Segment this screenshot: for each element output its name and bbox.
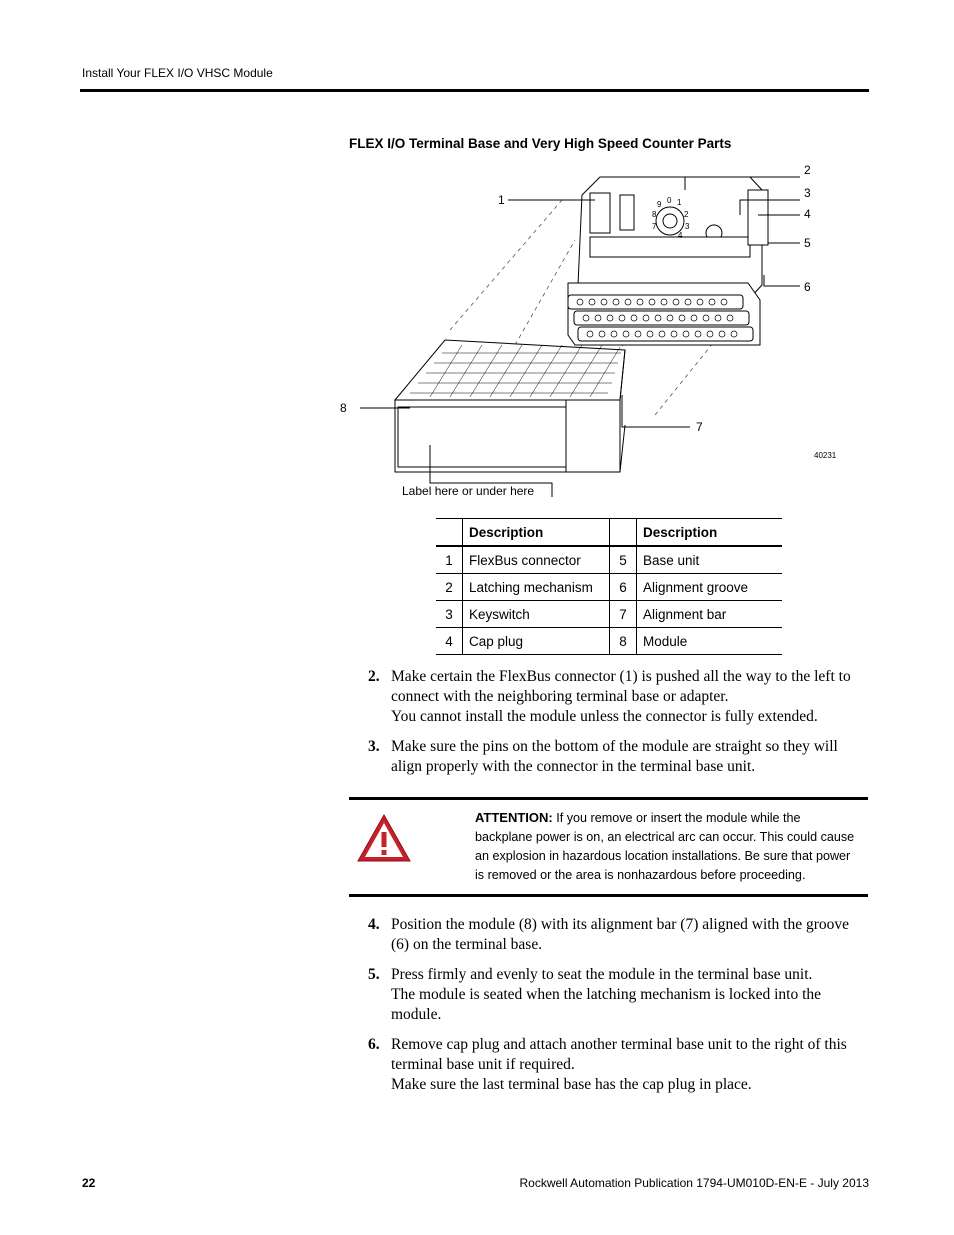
label-note: Label here or under here: [402, 484, 535, 498]
callout-1: 1: [498, 193, 505, 207]
terminal-base-figure: [330, 155, 870, 505]
svg-text:7: 7: [652, 222, 657, 231]
header-desc-2: Description: [637, 519, 783, 547]
attention-bottom-rule: [349, 894, 868, 897]
callout-7: 7: [696, 420, 703, 434]
step-3: [368, 737, 868, 777]
attention-top-rule: [349, 797, 868, 800]
step-number: 3.: [368, 738, 380, 755]
svg-text:3: 3: [685, 222, 690, 231]
step-6: [368, 1035, 868, 1095]
header-num-2: [610, 519, 637, 547]
table-row: 3 Keyswitch 7 Alignment bar: [436, 601, 782, 628]
svg-text:2: 2: [684, 210, 689, 219]
step-text: Make sure the pins on the bottom of the module are straight so they will align properly with the connector in the terminal base unit.: [391, 738, 838, 775]
step-number: 2.: [368, 668, 380, 685]
callout-4: 4: [804, 207, 811, 221]
parts-table: [436, 518, 782, 655]
parts-table-header: [436, 519, 782, 547]
step-number: 6.: [368, 1036, 380, 1053]
publication-info: Rockwell Automation Publication 1794-UM010D-EN-E - July 2013: [519, 1176, 869, 1190]
attention-message: [475, 808, 860, 885]
attention-label: ATTENTION:: [475, 810, 553, 825]
header-rule: [80, 89, 869, 92]
attention-body: If you remove or insert the module while the backplane power is on, an electrical arc can occur. This could cause an explosion in hazardous location installations. Be sure that power is removed or the area is nonhazardous before proceeding.: [475, 811, 855, 882]
callout-2: 2: [804, 163, 811, 177]
callout-6: 6: [804, 280, 811, 294]
step-4: [368, 915, 868, 955]
step-note: The module is seated when the latching mechanism is locked into the module.: [391, 986, 822, 1023]
svg-text:4: 4: [678, 231, 683, 240]
step-text: Make certain the FlexBus connector (1) is pushed all the way to the left to connect with the neighboring terminal base or adapter.: [391, 668, 851, 705]
table-row: 1 FlexBus connector 5 Base unit: [436, 546, 782, 574]
callout-8: 8: [340, 401, 347, 415]
step-5: [368, 965, 868, 1025]
step-number: 4.: [368, 916, 380, 933]
header-desc-1: Description: [463, 519, 610, 547]
warning-triangle-icon: [355, 812, 413, 864]
step-2: [368, 667, 868, 727]
svg-text:0: 0: [667, 196, 672, 205]
callout-5: 5: [804, 236, 811, 250]
step-number: 5.: [368, 966, 380, 983]
svg-text:8: 8: [652, 210, 657, 219]
header-num-1: [436, 519, 463, 547]
figure-title: FLEX I/O Terminal Base and Very High Speed Counter Parts: [349, 136, 732, 151]
table-row: 4 Cap plug 8 Module: [436, 628, 782, 655]
step-text: Remove cap plug and attach another terminal base unit to the right of this terminal base unit if required.: [391, 1036, 847, 1073]
step-text: Position the module (8) with its alignment bar (7) aligned with the groove (6) on the terminal base.: [391, 916, 850, 953]
page-number: 22: [82, 1176, 96, 1190]
figure-id: 40231: [814, 451, 837, 460]
svg-text:9: 9: [657, 200, 662, 209]
callout-3: 3: [804, 186, 811, 200]
step-note: Make sure the last terminal base has the cap plug in place.: [391, 1076, 752, 1093]
step-note: You cannot install the module unless the connector is fully extended.: [391, 708, 818, 725]
step-text: Press firmly and evenly to seat the module in the terminal base unit.: [391, 966, 813, 983]
svg-text:1: 1: [677, 198, 682, 207]
running-header: Install Your FLEX I/O VHSC Module: [82, 66, 273, 80]
table-row: 2 Latching mechanism 6 Alignment groove: [436, 574, 782, 601]
